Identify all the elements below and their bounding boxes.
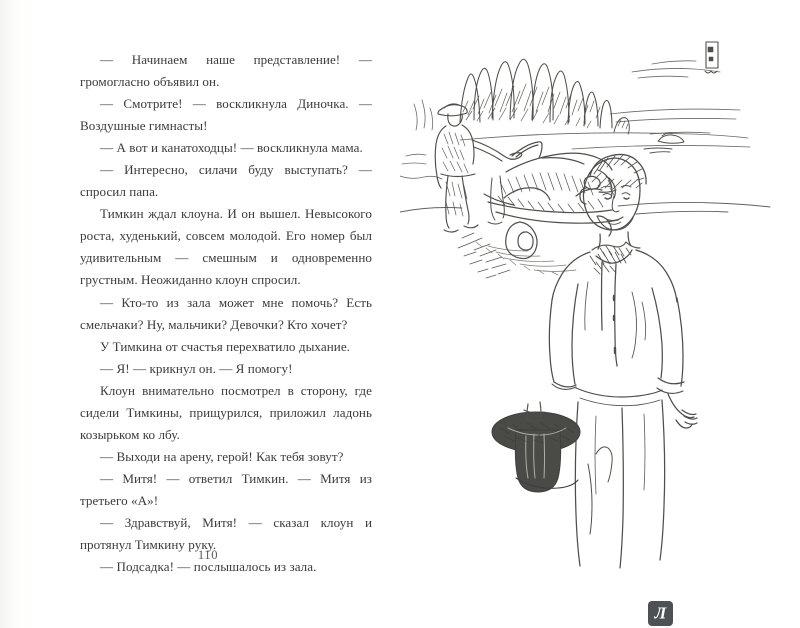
man-in-hat bbox=[435, 104, 522, 232]
paragraph: — Интересно, силачи буду выступать? — спросил папа. bbox=[80, 162, 372, 200]
chapter-illustration bbox=[400, 16, 790, 586]
labirint-watermark-logo bbox=[648, 601, 673, 626]
paragraph: — Я! — крикнул он. — Я помогу! bbox=[100, 360, 293, 376]
paragraph: — Кто-то из зала может мне помочь? Есть смельчаки? Ну, мальчики? Девочки? Кто хочет? bbox=[80, 294, 372, 332]
paragraph: — Смотрите! — воскликнула Диночка. — Воздушные гимнасты! bbox=[80, 96, 372, 134]
page-number: 110 bbox=[197, 548, 219, 562]
vintage-car bbox=[476, 142, 618, 275]
body-text-column bbox=[80, 49, 372, 578]
tree-line bbox=[460, 59, 629, 134]
paragraph: — Начинаем наше представление! — громогласно объявил он. bbox=[80, 52, 372, 90]
paragraph: — Выходи на арену, герой! Как тебя зовут? bbox=[100, 448, 344, 464]
horizon-lines bbox=[460, 61, 750, 149]
paragraph: У Тимкина от счастья перехватило дыхание. bbox=[100, 338, 350, 354]
distant-tower-icon bbox=[705, 42, 718, 73]
paragraph: — Митя! — ответил Тимкин. — Митя из третьего «А»! bbox=[80, 470, 372, 508]
paragraph: — А вот и канатоходцы! — воскликнула мама. bbox=[100, 140, 363, 156]
labirint-logo-glyph: Л bbox=[654, 603, 667, 623]
paragraph: — Здравствуй, Митя! — сказал клоун и протянул Тимкину руку. bbox=[80, 514, 372, 553]
paragraph: Тимкин ждал клоуна. И он вышел. Невысокого роста, худенький, совсем молодой. Его номер был удивительным — смешным и одновременно грустным. Неожиданно клоун спросил. bbox=[80, 206, 372, 288]
paragraph: Клоун внимательно посмотрел в сторону, где сидели Тимкины, прищурился, приложил ладонь козырьком ко лбу. bbox=[80, 382, 372, 442]
boy-figure bbox=[549, 154, 697, 568]
cap-in-hand bbox=[492, 402, 580, 492]
paragraph: — Подсадка! — послышалось из зала. bbox=[100, 559, 317, 575]
boy-hair-shading bbox=[458, 233, 510, 278]
far-object bbox=[644, 133, 684, 153]
